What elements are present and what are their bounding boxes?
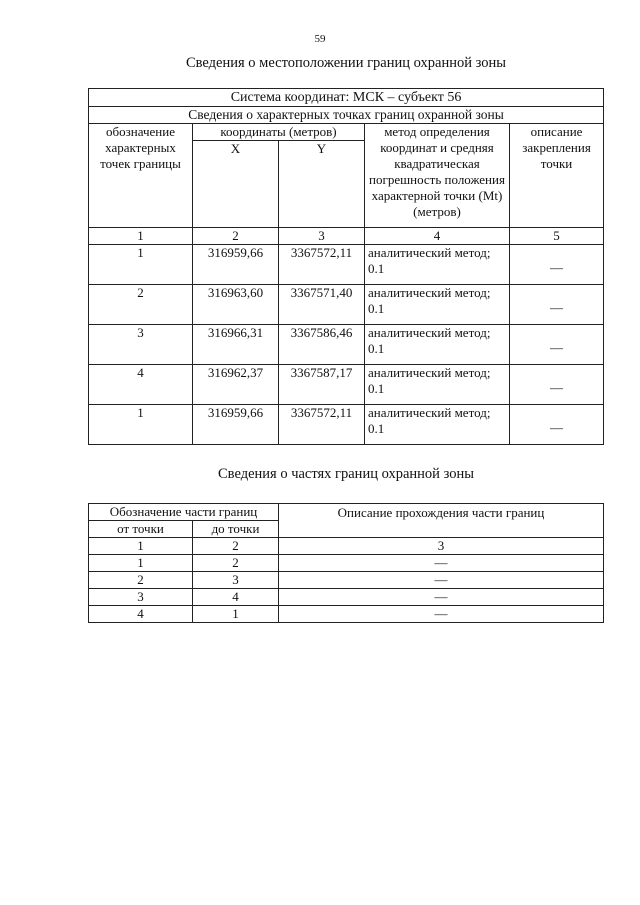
header-method: метод определения координат и средняя квадратическая погрешность положения характерной точки (Mt) (метров) <box>365 124 510 228</box>
point-y: 3367571,40 <box>279 285 365 325</box>
part-from: 2 <box>89 572 193 589</box>
point-id: 4 <box>89 365 193 405</box>
table-row <box>89 365 604 405</box>
part-to: 3 <box>193 572 279 589</box>
column-number: 1 <box>89 538 193 555</box>
point-method: аналитический метод; 0.1 <box>365 405 510 445</box>
column-number: 3 <box>279 228 365 245</box>
points-table-subtitle: Сведения о характерных точках границ охранной зоны <box>89 107 604 124</box>
table-row <box>89 285 604 325</box>
document-title: Сведения о местоположении границ охранной зоны <box>185 55 506 71</box>
table-row <box>89 325 604 365</box>
part-from: 4 <box>89 606 193 623</box>
table-row <box>89 606 604 623</box>
point-description: — <box>510 405 604 445</box>
header-x: X <box>193 141 279 228</box>
point-description: — <box>510 285 604 325</box>
point-y: 3367572,11 <box>279 245 365 285</box>
point-x: 316959,66 <box>193 405 279 445</box>
page-number: 59 <box>314 33 326 45</box>
header-to-point: до точки <box>193 521 279 538</box>
part-description: — <box>279 572 604 589</box>
point-y: 3367586,46 <box>279 325 365 365</box>
point-x: 316959,66 <box>193 245 279 285</box>
column-number: 2 <box>193 538 279 555</box>
table-row <box>89 572 604 589</box>
point-y: 3367587,17 <box>279 365 365 405</box>
part-from: 3 <box>89 589 193 606</box>
point-method: аналитический метод; 0.1 <box>365 325 510 365</box>
table-row <box>89 245 604 285</box>
part-to: 2 <box>193 555 279 572</box>
part-description: — <box>279 606 604 623</box>
point-description: — <box>510 245 604 285</box>
point-id: 2 <box>89 285 193 325</box>
header-description: описание закрепления точки <box>510 124 604 228</box>
part-to: 1 <box>193 606 279 623</box>
point-id: 1 <box>89 245 193 285</box>
part-description: — <box>279 555 604 572</box>
table-row <box>89 405 604 445</box>
column-number: 2 <box>193 228 279 245</box>
point-method: аналитический метод; 0.1 <box>365 365 510 405</box>
header-part-designation: Обозначение части границ <box>89 504 279 521</box>
point-description: — <box>510 365 604 405</box>
point-method: аналитический метод; 0.1 <box>365 285 510 325</box>
column-number: 3 <box>279 538 604 555</box>
part-description: — <box>279 589 604 606</box>
part-from: 1 <box>89 555 193 572</box>
point-description: — <box>510 325 604 365</box>
point-x: 316963,60 <box>193 285 279 325</box>
table-row <box>89 555 604 572</box>
part-to: 4 <box>193 589 279 606</box>
column-number: 4 <box>365 228 510 245</box>
point-method: аналитический метод; 0.1 <box>365 245 510 285</box>
point-x: 316962,37 <box>193 365 279 405</box>
coordinate-system-cell: Система координат: МСК – субъект 56 <box>89 89 604 107</box>
boundary-parts-table <box>88 503 604 623</box>
point-id: 1 <box>89 405 193 445</box>
header-coordinates: координаты (метров) <box>193 124 365 141</box>
header-part-description: Описание прохождения части границ <box>279 504 604 538</box>
header-designation: обозначение характерных точек границы <box>89 124 193 228</box>
point-x: 316966,31 <box>193 325 279 365</box>
point-id: 3 <box>89 325 193 365</box>
header-from-point: от точки <box>89 521 193 538</box>
column-number: 1 <box>89 228 193 245</box>
column-number: 5 <box>510 228 604 245</box>
point-y: 3367572,11 <box>279 405 365 445</box>
table-row <box>89 589 604 606</box>
boundary-points-table <box>88 88 604 445</box>
parts-section-title: Сведения о частях границ охранной зоны <box>218 466 474 482</box>
header-y: Y <box>279 141 365 228</box>
